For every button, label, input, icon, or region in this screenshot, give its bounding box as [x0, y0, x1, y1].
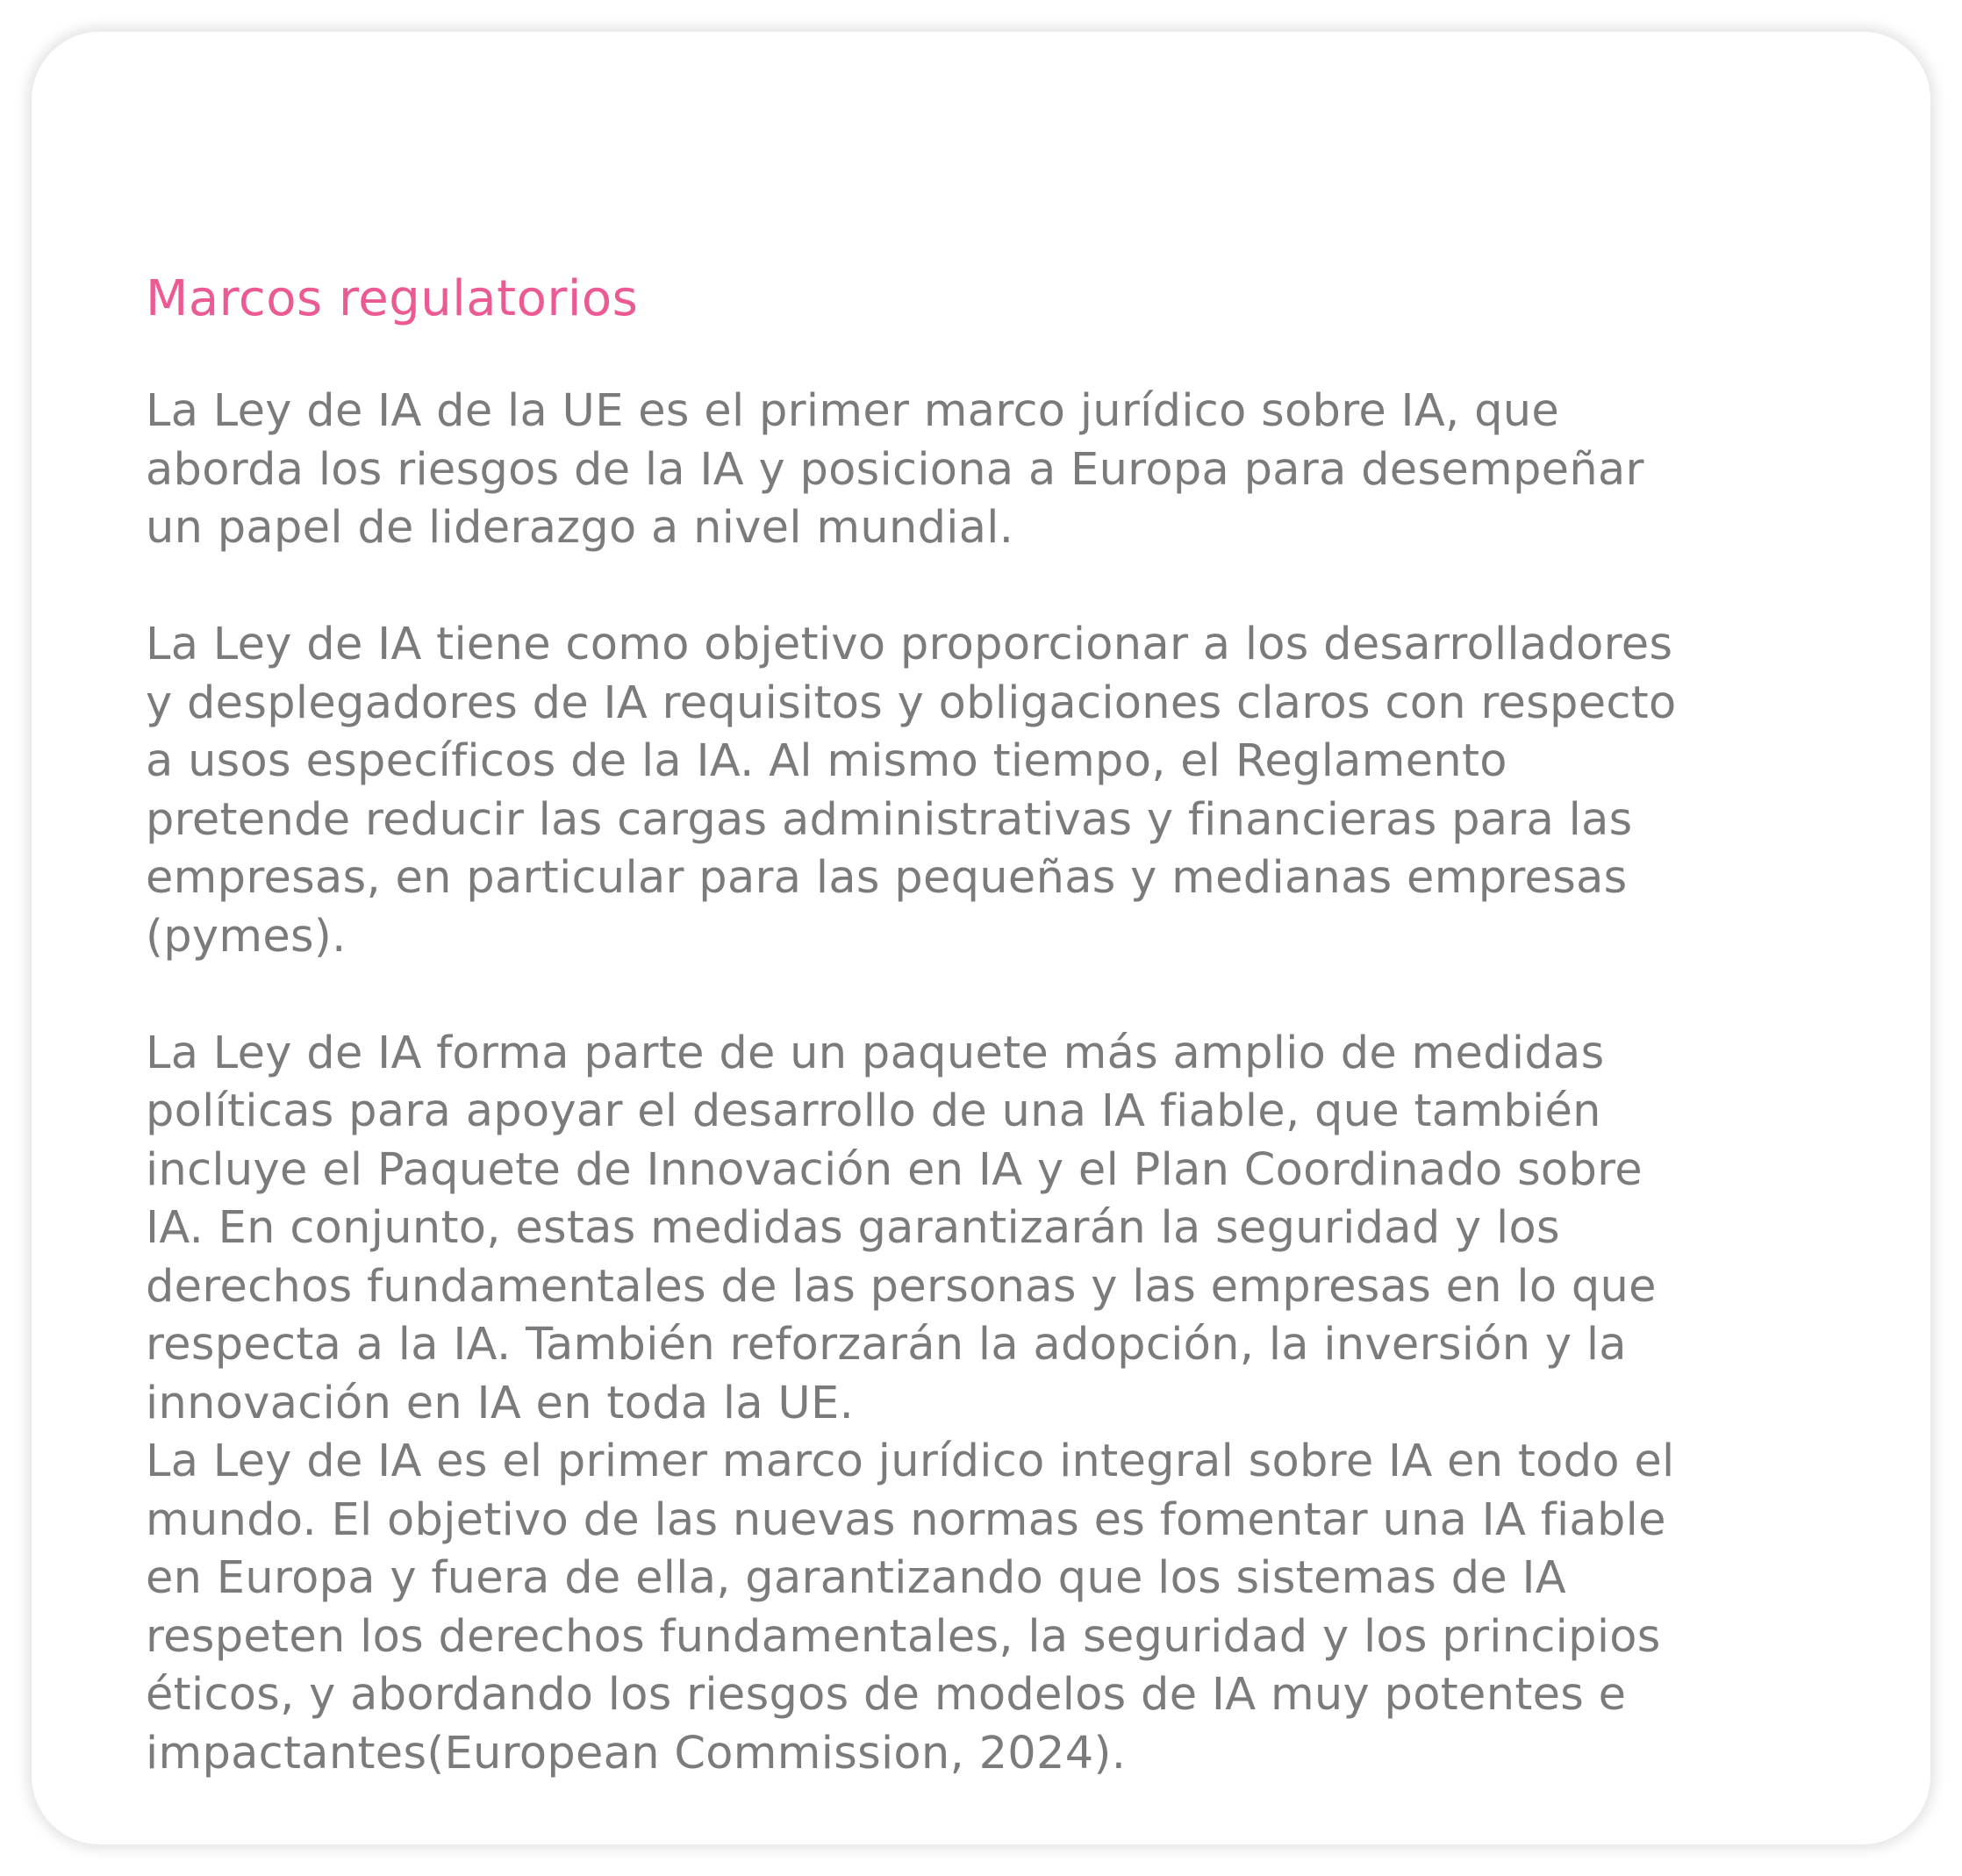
paragraph-ai-act-package: La Ley de IA forma parte de un paquete más amplio de medidas políticas para apoyar el desarrollo de una IA fiable, que también incluye el Paquete de Innovación en IA y el Plan Coordinado sobre IA. En conjunto, estas medidas garantizarán la seguridad y los derechos fundamentales de las personas y las empresas en lo que respecta a la IA. También reforzarán la adopción, la inversión y la innovación en IA en toda la UE.: [146, 1027, 1657, 1429]
content-card: [32, 32, 1930, 1844]
paragraph-ai-act-intro: La Ley de IA de la UE es el primer marco jurídico sobre IA, que aborda los riesgos de la IA y posiciona a Europa para desempeñar un papel de liderazgo a nivel mundial.: [146, 385, 1644, 554]
section-title: Marcos regulatorios: [146, 270, 639, 327]
paragraph-spacer: [146, 966, 1772, 1025]
paragraph-spacer: [146, 558, 1772, 617]
paragraph-ai-act-global: La Ley de IA es el primer marco jurídico integral sobre IA en todo el mundo. El objetivo de las nuevas normas es fomentar una IA fiable en Europa y fuera de ella, garantizando que los sistemas de IA respeten los derechos fundamentales, la seguridad y los principios éticos, y abordando los riesgos de modelos de IA muy potentes e impactantes(European Commission, 2024).: [146, 1436, 1675, 1779]
paragraph-ai-act-objectives: La Ley de IA tiene como objetivo proporcionar a los desarrolladores y desplegadores de IA requisitos y obligaciones claros con respecto a usos específicos de la IA. Al mismo tiempo, el Reglamento pretende reducir las cargas administrativas y financieras para las empresas, en particular para las pequeñas y medianas empresas (pymes).: [146, 619, 1677, 963]
